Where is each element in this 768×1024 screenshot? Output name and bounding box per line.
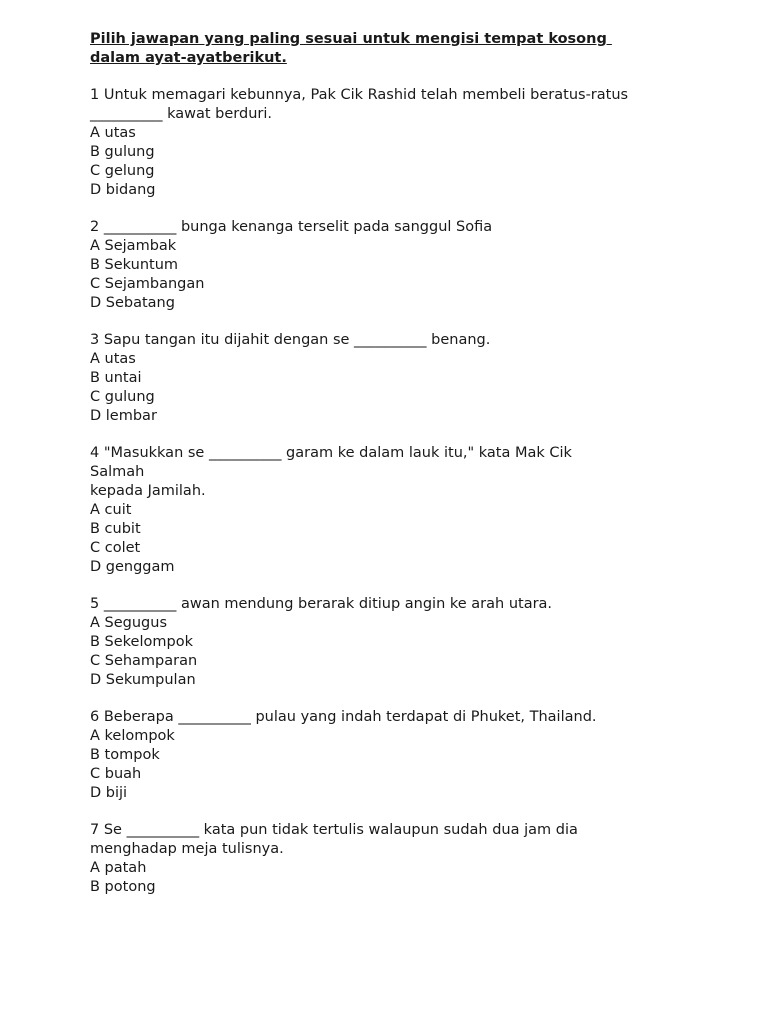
- question-1-option-a: A utas: [90, 125, 136, 141]
- question-6: [90, 708, 730, 803]
- question-6-text-line-1: 6 Beberapa __________ pulau yang indah terdapat di Phuket, Thailand.: [90, 709, 597, 725]
- question-2-option-c: C Sejambangan: [90, 276, 205, 292]
- question-7-text-line-2: menghadap meja tulisnya.: [90, 841, 284, 857]
- question-5-option-d: D Sekumpulan: [90, 672, 196, 688]
- question-5-option-b: B Sekelompok: [90, 634, 193, 650]
- question-6-option-a: A kelompok: [90, 728, 175, 744]
- question-3-option-c: C gulung: [90, 389, 155, 405]
- question-2: [90, 218, 730, 313]
- question-7-option-a: A patah: [90, 860, 147, 876]
- question-2-option-b: B Sekuntum: [90, 257, 179, 273]
- question-4-option-c: C colet: [90, 540, 141, 556]
- question-4-text-line-3: kepada Jamilah.: [90, 483, 206, 499]
- question-3-option-b: B untai: [90, 370, 142, 386]
- instructions-line-2: dalam ayat-ayatberikut.: [90, 50, 287, 66]
- question-7-text-line-1: 7 Se __________ kata pun tidak tertulis walaupun sudah dua jam dia: [90, 822, 578, 838]
- instructions-line-1: Pilih jawapan yang paling sesuai untuk mengisi tempat kosong: [90, 31, 612, 47]
- question-3-option-d: D lembar: [90, 408, 157, 424]
- question-4-option-d: D genggam: [90, 559, 175, 575]
- question-1-text-line-2: __________ kawat berduri.: [90, 106, 273, 122]
- question-1: [90, 86, 730, 200]
- question-4-option-a: A cuit: [90, 502, 132, 518]
- question-5: [90, 595, 730, 690]
- question-1-option-b: B gulung: [90, 144, 155, 160]
- question-7-option-b: B potong: [90, 879, 156, 895]
- question-6-option-b: B tompok: [90, 747, 160, 763]
- question-4-option-b: B cubit: [90, 521, 141, 537]
- question-4: [90, 444, 730, 577]
- question-4-text-line-2: Salmah: [90, 464, 145, 480]
- document-content: [90, 30, 730, 915]
- question-5-text-line-1: 5 __________ awan mendung berarak ditiup angin ke arah utara.: [90, 596, 553, 612]
- question-2-option-d: D Sebatang: [90, 295, 175, 311]
- question-2-text-line-1: 2 __________ bunga kenanga terselit pada sanggul Sofia: [90, 219, 493, 235]
- question-5-option-c: C Sehamparan: [90, 653, 198, 669]
- question-1-text-line-1: 1 Untuk memagari kebunnya, Pak Cik Rashid telah membeli beratus-ratus: [90, 87, 629, 103]
- question-7: [90, 821, 730, 897]
- instructions-heading: [90, 30, 730, 68]
- question-1-option-c: C gelung: [90, 163, 155, 179]
- question-5-option-a: A Segugus: [90, 615, 167, 631]
- question-6-option-c: C buah: [90, 766, 142, 782]
- question-4-text-line-1: 4 "Masukkan se __________ garam ke dalam lauk itu," kata Mak Cik: [90, 445, 572, 461]
- question-6-option-d: D biji: [90, 785, 128, 801]
- question-3: [90, 331, 730, 426]
- question-3-option-a: A utas: [90, 351, 136, 367]
- question-1-option-d: D bidang: [90, 182, 156, 198]
- question-3-text-line-1: 3 Sapu tangan itu dijahit dengan se __________ benang.: [90, 332, 491, 348]
- question-2-option-a: A Sejambak: [90, 238, 177, 254]
